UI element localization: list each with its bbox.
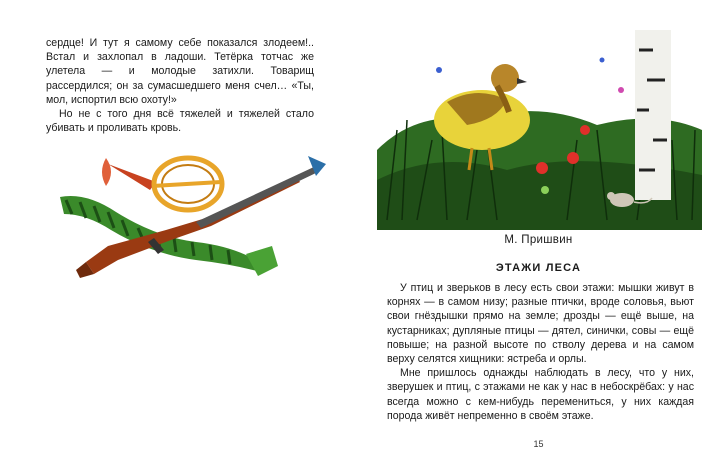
right-paragraph-1: У птиц и зверьков в лесу есть свои этажи: мышки живут в корнях — в самом низу; разные птички, вроде соловья, вьют свои гнёздышки прямо на земле; дрозды — ещё выше, на кустарниках; дупляные птицы — дятел, синички, совы — ещё повыше; на разной высоте по стволу дерева и на самом верху селятся хищники: ястреба и орлы.	[387, 282, 694, 366]
birch-tree-icon	[635, 30, 671, 200]
left-paragraph-2: Но не с того дня всё тяжелей и тяжелей стало убивать и проливать кровь.	[46, 108, 314, 135]
right-page-text	[387, 281, 694, 423]
left-page-text	[46, 36, 314, 135]
right-paragraph-2: Мне пришлось однажды наблюдать в лесу, что у них, зверушек и птиц, с этажами не как у нас в небоскрёбах: у нас всегда можно с кем-нибудь перемениться, у них каждая порода живёт непременно в своём этаже.	[387, 367, 694, 422]
author-name: М. Пришвин	[504, 234, 573, 246]
right-page	[359, 0, 718, 473]
hunting-horn-rifle-illustration	[46, 142, 326, 292]
story-title: ЭТАЖИ ЛЕСА	[495, 262, 582, 274]
left-paragraph-1: сердце! И тут я самому себе показался злодеем!.. Встал и захлопал в ладоши. Тетёрка тотчас же улетела — и молодые затихли. Товарищ рассердился; он за сумасшедшего меня счел… «Ты, мол, испортил всю охоту!»	[46, 37, 314, 106]
grouse-forest-illustration	[377, 30, 702, 230]
hunting-horn-icon	[102, 158, 222, 210]
page-number: 15	[533, 439, 544, 449]
